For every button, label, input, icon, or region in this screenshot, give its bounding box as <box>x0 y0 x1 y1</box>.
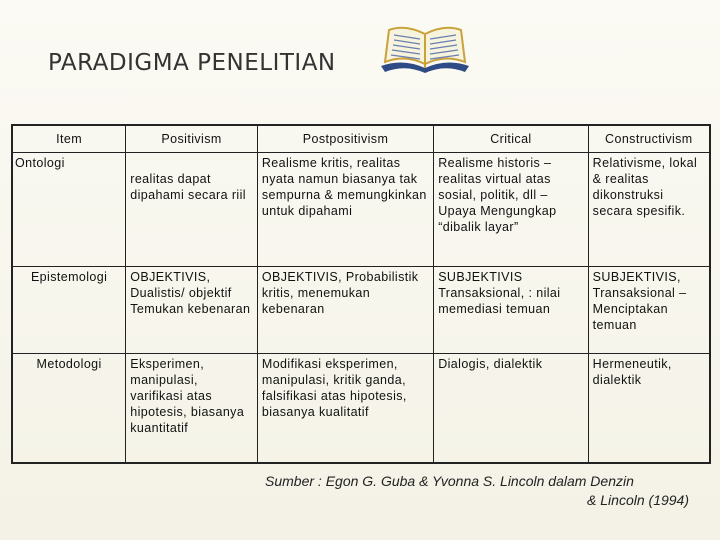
paradigm-table <box>11 124 711 464</box>
source-citation <box>265 472 689 510</box>
table-cell: Eksperimen, manipulasi, varifikasi atas hipotesis, biasanya kuantitatif <box>126 354 258 464</box>
table-cell: OBJEKTIVIS, Probabilistik kritis, menemukan kebenaran <box>257 267 433 354</box>
row-label: Metodologi <box>12 354 126 464</box>
header-positivism: Positivism <box>126 125 258 153</box>
table-cell: SUBJEKTIVIS Transaksional, : nilai memediasi temuan <box>434 267 588 354</box>
table-cell: OBJEKTIVIS, Dualistis/ objektif Temukan kebenaran <box>126 267 258 354</box>
table-row-ontologi <box>12 153 710 267</box>
table-cell: Realisme kritis, realitas nyata namun biasanya tak sempurna & memungkinkan untuk dipahami <box>257 153 433 267</box>
source-line-2: & Lincoln (1994) <box>587 492 689 508</box>
header-postpositivism: Postpositivism <box>257 125 433 153</box>
table-header-row <box>12 125 710 153</box>
table-cell <box>126 153 258 267</box>
header-constructivism: Constructivism <box>588 125 710 153</box>
row-label: Epistemologi <box>12 267 126 354</box>
row-label: Ontologi <box>12 153 126 267</box>
table-cell: Dialogis, dialektik <box>434 354 588 464</box>
table-cell: Hermeneutik, dialektik <box>588 354 710 464</box>
open-book-icon <box>377 22 473 74</box>
table-cell: Realisme historis – realitas virtual atas sosial, politik, dll – Upaya Mengungkap “dibalik layar” <box>434 153 588 267</box>
table-cell: Modifikasi eksperimen, manipulasi, kritik ganda, falsifikasi atas hipotesis, biasanya kualitatif <box>257 354 433 464</box>
header-critical: Critical <box>434 125 588 153</box>
slide-title: PARADIGMA PENELITIAN <box>48 50 336 76</box>
table-cell: SUBJEKTIVIS, Transaksional – Menciptakan temuan <box>588 267 710 354</box>
table-row-epistemologi <box>12 267 710 354</box>
cell-text: realitas dapat dipahami secara riil <box>130 172 246 202</box>
header-item: Item <box>12 125 126 153</box>
table-row-metodologi <box>12 354 710 464</box>
source-line-1: Sumber : Egon G. Guba & Yvonna S. Lincoln dalam Denzin <box>265 473 634 489</box>
table-cell: Relativisme, lokal & realitas dikonstruksi secara spesifik. <box>588 153 710 267</box>
